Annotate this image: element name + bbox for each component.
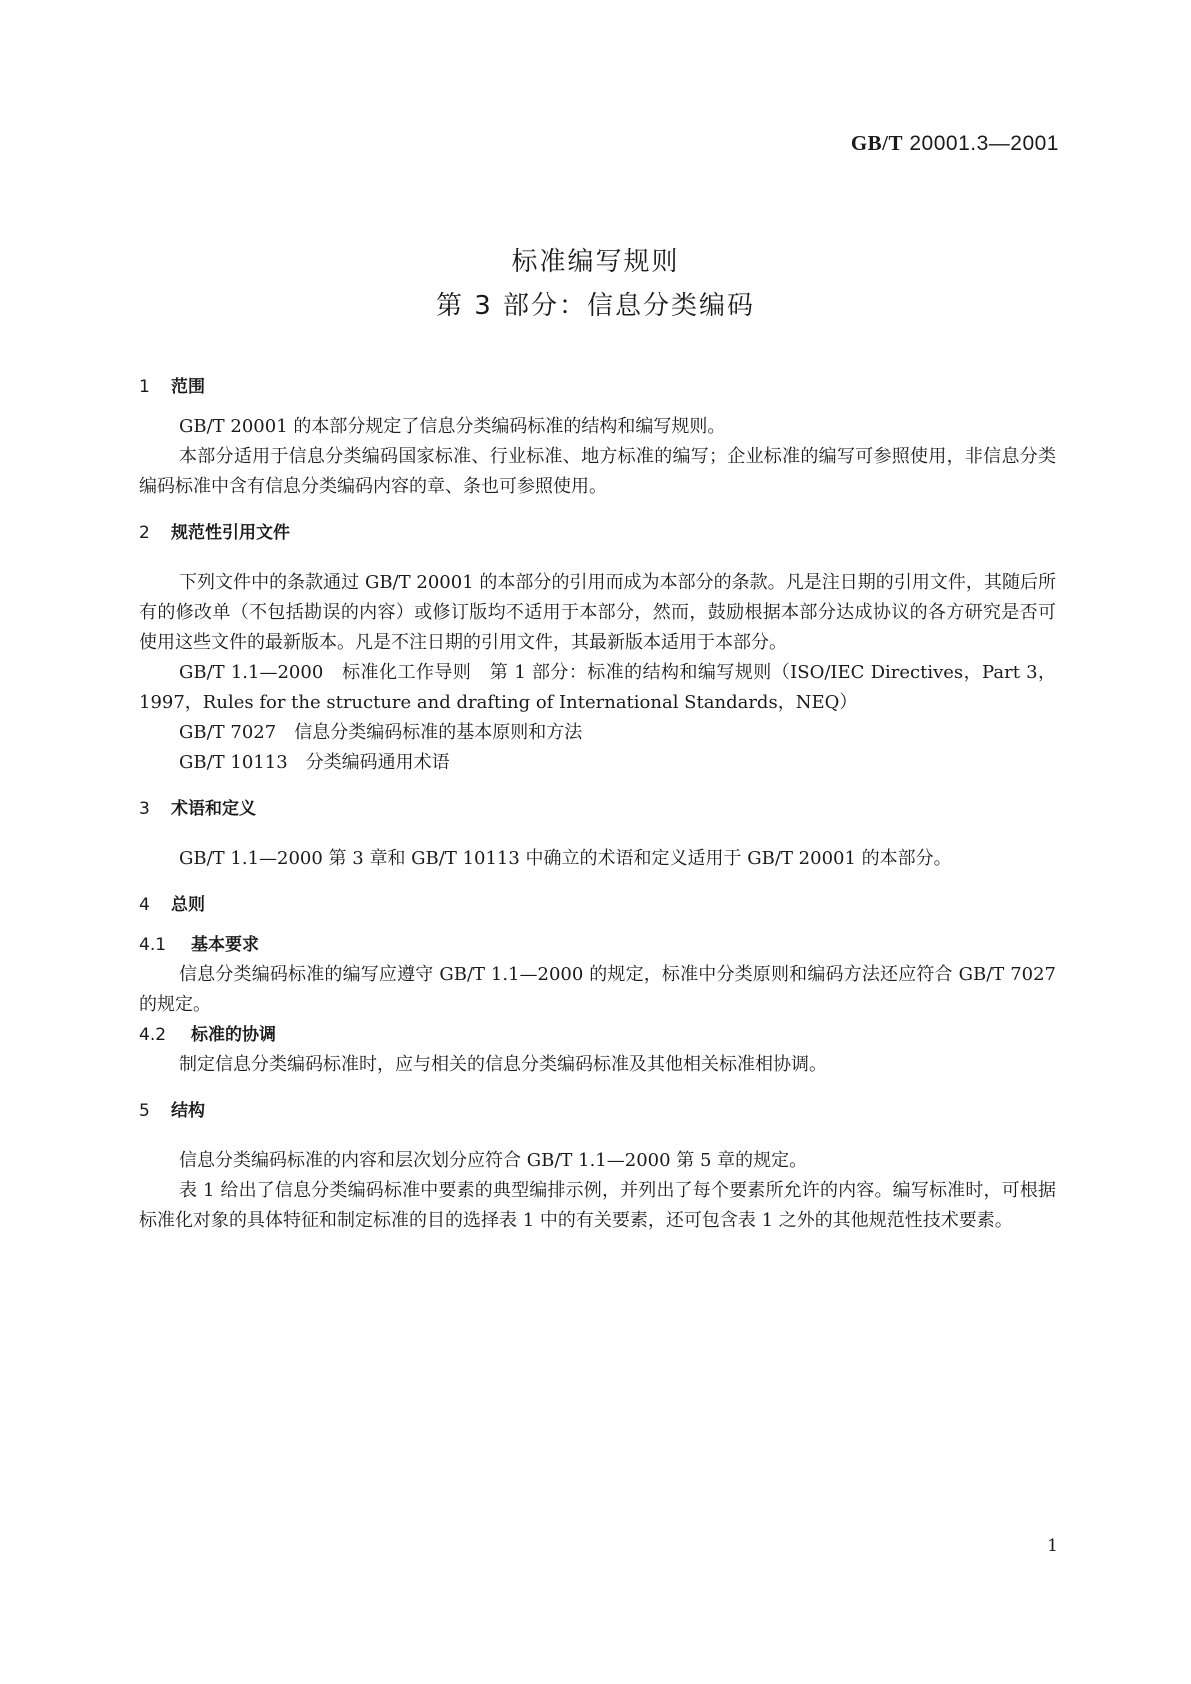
section-title: 总则 bbox=[171, 895, 205, 915]
section-2-paragraph-1: 下列文件中的条款通过 GB/T 20001 的本部分的引用而成为本部分的条款。凡是注日期的引用文件，其随后所有的修改单（不包括勘误的内容）或修订版均不适用于本部分，然而，鼓励根据本部分达成协议的各方研究是否可使用这些文件的最新版本。凡是不注日期的引用文件，其最新版本适用于本部分。 bbox=[139, 572, 1056, 653]
subsection-4-2-heading bbox=[139, 1020, 1056, 1050]
section-title: 术语和定义 bbox=[171, 799, 256, 819]
reference-item-1: GB/T 1.1—2000 标准化工作导则 第 1 部分：标准的结构和编写规则（ISO/IEC Directives，Part 3，1997，Rules for the structure and drafting of International Standards，NEQ） bbox=[139, 662, 1056, 713]
subsection-number: 4.1 bbox=[139, 935, 167, 955]
standard-code-number: 20001.3—2001 bbox=[909, 132, 1059, 155]
section-number: 4 bbox=[139, 895, 150, 915]
title-line-1: 标准编写规则 bbox=[511, 247, 680, 277]
reference-item-3: GB/T 10113 分类编码通用术语 bbox=[179, 752, 450, 773]
section-1-paragraph-1: GB/T 20001 的本部分规定了信息分类编码标准的结构和编写规则。 bbox=[179, 416, 726, 437]
subsection-4-1-paragraph: 信息分类编码标准的编写应遵守 GB/T 1.1—2000 的规定，标准中分类原则和编码方法还应符合 GB/T 7027 的规定。 bbox=[139, 964, 1056, 1015]
section-title: 范围 bbox=[171, 377, 205, 397]
section-number: 2 bbox=[139, 523, 150, 543]
document-body bbox=[139, 372, 1056, 1236]
reference-item-2: GB/T 7027 信息分类编码标准的基本原则和方法 bbox=[179, 722, 583, 743]
document-title bbox=[0, 240, 1191, 328]
section-5-heading bbox=[139, 1096, 1056, 1126]
section-5-paragraph-2: 表 1 给出了信息分类编码标准中要素的典型编排示例，并列出了每个要素所允许的内容。编写标准时，可根据标准化对象的具体特征和制定标准的目的选择表 1 中的有关要素，还可包含表 1 之外的其他规范性技术要素。 bbox=[139, 1180, 1056, 1231]
subsection-number: 4.2 bbox=[139, 1025, 167, 1045]
section-3-heading bbox=[139, 794, 1056, 824]
section-number: 1 bbox=[139, 377, 150, 397]
page-number: 1 bbox=[1047, 1536, 1058, 1556]
section-2-heading bbox=[139, 518, 1056, 548]
subsection-title: 基本要求 bbox=[191, 935, 259, 955]
section-1-heading bbox=[139, 372, 1056, 402]
section-5-paragraph-1: 信息分类编码标准的内容和层次划分应符合 GB/T 1.1—2000 第 5 章的规定。 bbox=[179, 1150, 808, 1171]
standard-code bbox=[851, 131, 1059, 156]
section-4-heading bbox=[139, 890, 1056, 920]
title-line-2: 第 3 部分：信息分类编码 bbox=[435, 291, 756, 321]
subsection-title: 标准的协调 bbox=[191, 1025, 276, 1045]
section-number: 3 bbox=[139, 799, 150, 819]
section-1-paragraph-2: 本部分适用于信息分类编码国家标准、行业标准、地方标准的编写；企业标准的编写可参照使用，非信息分类编码标准中含有信息分类编码内容的章、条也可参照使用。 bbox=[139, 446, 1056, 497]
subsection-4-2-paragraph: 制定信息分类编码标准时，应与相关的信息分类编码标准及其他相关标准相协调。 bbox=[179, 1054, 827, 1075]
section-3-paragraph-1: GB/T 1.1—2000 第 3 章和 GB/T 10113 中确立的术语和定义适用于 GB/T 20001 的本部分。 bbox=[179, 848, 952, 869]
section-title: 规范性引用文件 bbox=[171, 523, 290, 543]
standard-code-prefix: GB/T bbox=[850, 131, 904, 155]
section-number: 5 bbox=[139, 1101, 150, 1121]
section-title: 结构 bbox=[171, 1101, 205, 1121]
subsection-4-1-heading bbox=[139, 930, 1056, 960]
